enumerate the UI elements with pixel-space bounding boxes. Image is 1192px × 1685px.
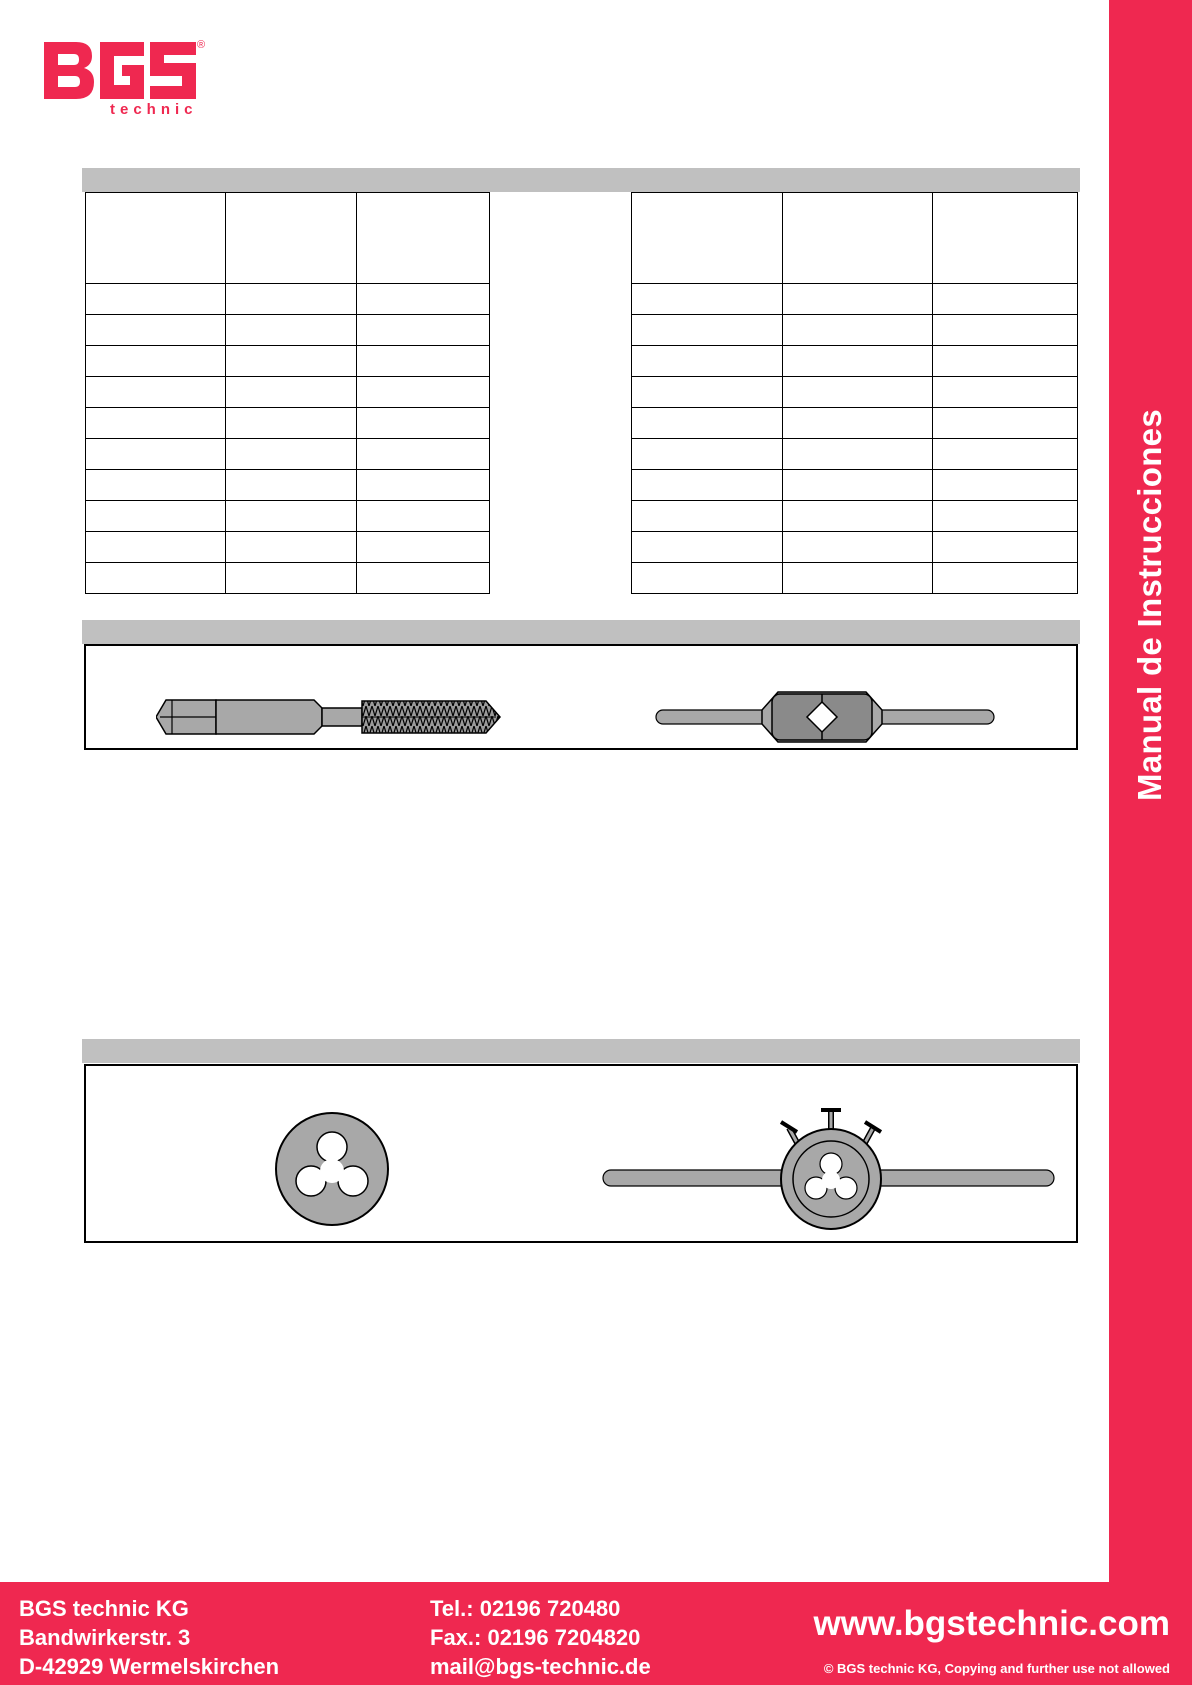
table-cell [933,501,1078,532]
table-cell [86,315,226,346]
table-row [86,501,490,532]
taps-frame [84,644,1078,750]
table-row [86,408,490,439]
table-cell [933,532,1078,563]
table-header-cell [933,193,1078,284]
table-cell [933,377,1078,408]
die-stock-icon [601,1106,1056,1236]
table-cell [933,315,1078,346]
table-header-row [86,193,490,284]
table-header-cell [357,193,490,284]
logo-subtitle: technic [110,101,198,116]
table-cell [225,439,357,470]
table-row [86,284,490,315]
table-cell [225,284,357,315]
table-cell [782,315,933,346]
table-cell [933,439,1078,470]
table-row [632,346,1078,377]
table-cell [933,470,1078,501]
table-cell [86,532,226,563]
table-cell [86,284,226,315]
registered-mark: ® [197,39,206,51]
table-cell [782,501,933,532]
table-cell [782,439,933,470]
table-cell [225,470,357,501]
table-row [632,315,1078,346]
table-cell [86,377,226,408]
table-cell [632,439,783,470]
table-cell [782,470,933,501]
table-cell [357,532,490,563]
street: Bandwirkerstr. 3 [19,1625,191,1650]
table-header-cell [632,193,783,284]
table-cell [632,563,783,594]
tap-icon [156,696,506,738]
table-row [632,439,1078,470]
table-cell [782,563,933,594]
table-row [86,346,490,377]
table-cell [86,346,226,377]
table-cell [357,470,490,501]
table-row [632,532,1078,563]
footer [0,1582,1192,1685]
table-cell [225,315,357,346]
table-cell [357,408,490,439]
section-bar-dies [82,1039,1080,1063]
table-row [86,470,490,501]
table-cell [632,284,783,315]
table-cell [933,408,1078,439]
table-cell [632,377,783,408]
footer-contact [430,1594,651,1681]
table-cell [86,408,226,439]
company-name: BGS technic KG [19,1596,189,1621]
table-cell [632,501,783,532]
table-cell [782,532,933,563]
table-header-cell [782,193,933,284]
table-row [632,377,1078,408]
table-row [632,284,1078,315]
email-link[interactable]: mail@bgs-technic.de [430,1654,651,1679]
sidebar-title: Manual de Instrucciones [1131,409,1168,801]
table-cell [225,346,357,377]
table-cell [86,439,226,470]
table-cell [782,346,933,377]
copyright: © BGS technic KG, Copying and further use not allowed [823,1661,1170,1676]
table-row [86,532,490,563]
die-icon [274,1111,390,1227]
section-bar-tables [82,168,1080,192]
dies-frame [84,1064,1078,1243]
footer-address [19,1594,279,1681]
table-cell [86,563,226,594]
table-cell [86,470,226,501]
phone: Tel.: 02196 720480 [430,1596,621,1621]
table-cell [357,346,490,377]
website-link[interactable]: www.bgstechnic.com [813,1604,1170,1643]
table-cell [357,377,490,408]
table-row [632,408,1078,439]
table-header-cell [86,193,226,284]
table-cell [357,563,490,594]
table-cell [632,470,783,501]
table-cell [357,439,490,470]
table-cell [632,532,783,563]
table-row [86,439,490,470]
table-cell [782,284,933,315]
tap-wrench-icon [654,690,996,744]
table-cell [782,377,933,408]
table-cell [225,377,357,408]
table-cell [632,315,783,346]
table-right [631,192,1078,594]
table-cell [225,532,357,563]
city: D-42929 Wermelskirchen [19,1654,280,1679]
table-left [85,192,490,594]
table-cell [632,408,783,439]
table-row [632,501,1078,532]
table-cell [933,346,1078,377]
table-cell [357,315,490,346]
table-cell [86,501,226,532]
bgs-logo [44,36,224,116]
table-cell [225,408,357,439]
table-cell [782,408,933,439]
table-cell [357,501,490,532]
section-bar-taps [82,620,1080,644]
table-row [632,470,1078,501]
table-row [86,315,490,346]
table-header-cell [225,193,357,284]
table-cell [933,284,1078,315]
table-row [86,563,490,594]
table-cell [933,563,1078,594]
fax: Fax.: 02196 7204820 [430,1625,641,1650]
table-cell [225,501,357,532]
table-cell [632,346,783,377]
table-cell [357,284,490,315]
table-cell [225,563,357,594]
table-row [632,563,1078,594]
table-row [86,377,490,408]
table-header-row [632,193,1078,284]
